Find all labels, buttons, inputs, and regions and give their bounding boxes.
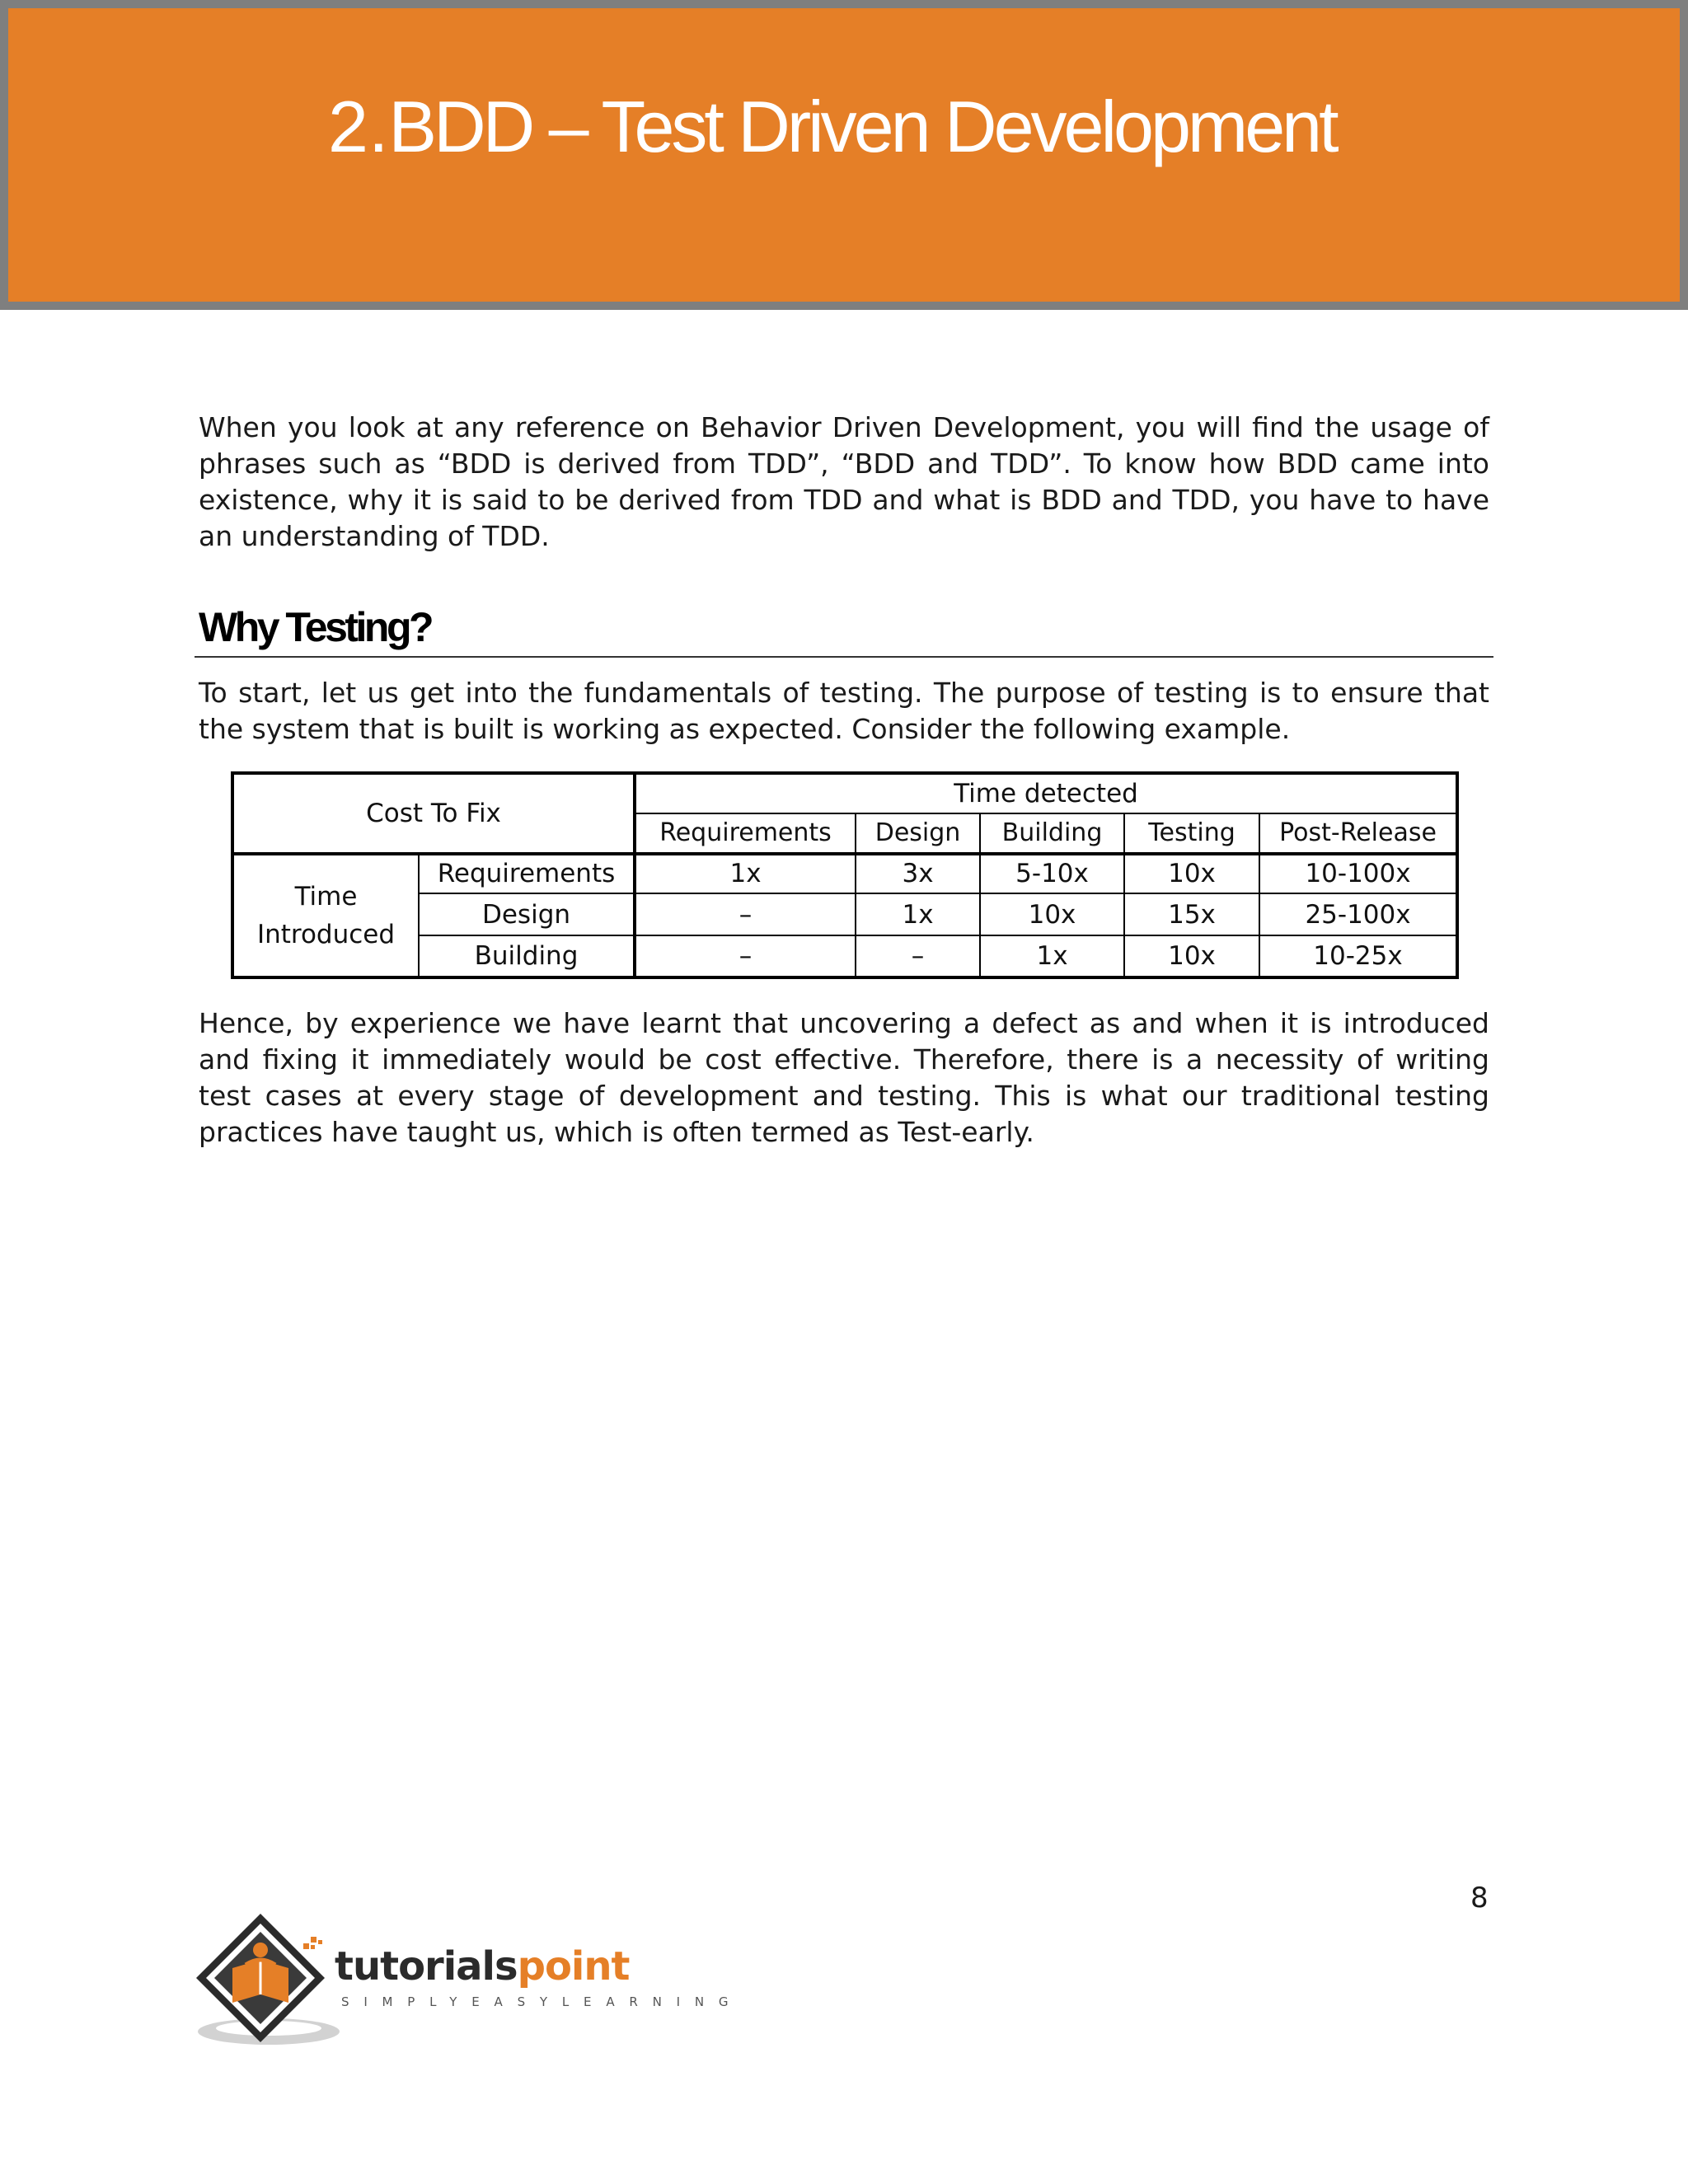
table-cell: 10-25x [1259,935,1457,977]
time-introduced-label: Time Introduced [232,854,419,977]
table-cell: 1x [635,854,856,894]
logo-wordmark [335,1943,630,1990]
column-header: Post-Release [1259,813,1457,854]
logo-word-dark: tutorials [335,1943,518,1990]
page-number: 8 [1470,1882,1489,1915]
tutorialspoint-logo [195,1910,743,2059]
row-header: Building [419,935,635,977]
table-cell: 10x [1124,854,1259,894]
table-cell: 10x [980,893,1124,935]
column-header: Building [980,813,1124,854]
column-header: Requirements [635,813,856,854]
row-header: Design [419,893,635,935]
logo-word-accent: point [517,1943,630,1990]
table-cell: – [635,935,856,977]
column-header: Design [856,813,980,854]
chapter-title-text: BDD – Test Driven Development [388,86,1336,167]
logo-tagline: SIMPLYEASYLEARNING [341,1994,743,2009]
table-corner-label: Cost To Fix [232,773,635,854]
table-cell: 5-10x [980,854,1124,894]
section-divider [195,656,1493,658]
intro-paragraph: When you look at any reference on Behavior Driven Development, you will find the usage of phrases such as “BDD is derived from TDD”, “BDD and TDD”. To know how BDD came into existence, why it is said to be derived from TDD and what is BDD and TDD, you have to have an understanding of TDD. [199,411,1489,552]
chapter-banner [0,0,1688,310]
time-detected-header: Time detected [635,773,1457,813]
section-heading: Why Testing? [199,604,432,650]
chapter-title [328,86,1336,167]
table-cell: 10-100x [1259,854,1457,894]
conclusion-paragraph: Hence, by experience we have learnt that uncovering a defect as and when it is introduced and fixing it immediately would be cost effective. Therefore, there is a necessity of writing test cases at every stage of development and testing. This is what our traditional testing practices have taught us, which is often termed as Test-early. [199,1007,1489,1148]
table-cell: 1x [980,935,1124,977]
row-header: Requirements [419,854,635,894]
cost-to-fix-table [231,771,1459,979]
table-cell: 25-100x [1259,893,1457,935]
chapter-number: 2. [328,86,389,167]
table-cell: 1x [856,893,980,935]
column-header: Testing [1124,813,1259,854]
section-intro-paragraph: To start, let us get into the fundamentals of testing. The purpose of testing is to ensure that the system that is built is working as expected. Consider the following example. [199,677,1489,745]
table-cell: – [635,893,856,935]
table-cell: – [856,935,980,977]
table-cell: 15x [1124,893,1259,935]
table-cell: 3x [856,854,980,894]
table-cell: 10x [1124,935,1259,977]
